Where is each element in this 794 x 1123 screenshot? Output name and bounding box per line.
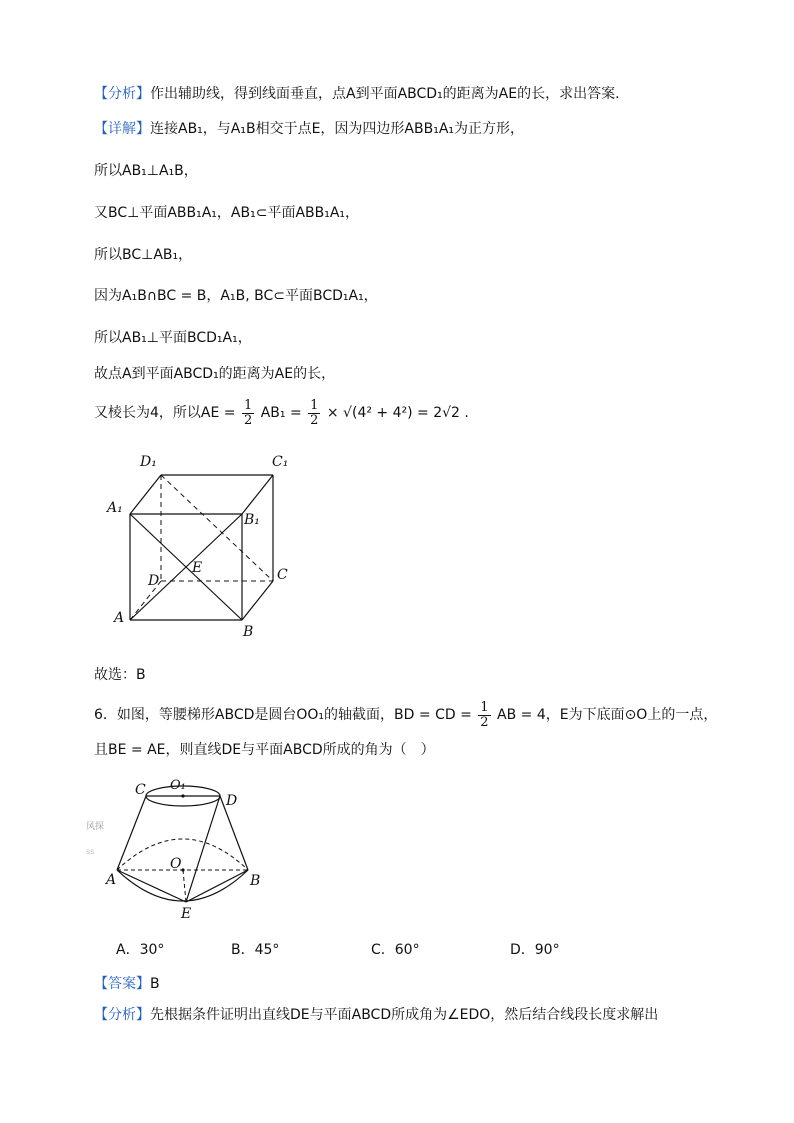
frac-num: 1 xyxy=(310,397,319,413)
step-line: 所以AB₁⊥A₁B， xyxy=(94,163,198,179)
frac-den: 2 xyxy=(480,714,489,730)
detail-text: 连接AB₁，与A₁B相交于点E，因为四边形ABB₁A₁为正方形， xyxy=(150,121,525,137)
final-mid: AB₁ = xyxy=(260,405,302,421)
option-d: D．90° xyxy=(510,942,560,958)
watermark-text: ss xyxy=(86,847,95,856)
detail-line xyxy=(94,119,524,139)
watermark-text: 风探 xyxy=(86,822,105,832)
option-b: B．45° xyxy=(231,942,280,958)
question-6-line1 xyxy=(94,700,717,730)
cube-figure xyxy=(100,450,310,640)
label-b1: B₁ xyxy=(244,512,260,528)
analysis-line xyxy=(94,84,620,104)
answer-tag: 【答案】 xyxy=(94,976,150,992)
question-6-suffix: AB = 4，E为下底面⊙O上的一点， xyxy=(497,707,718,723)
detail-tag: 【详解】 xyxy=(94,121,150,137)
label-a: A xyxy=(114,610,125,626)
label-a: A xyxy=(106,872,117,888)
step-line: 因为A₁B∩BC = B，A₁B, BC⊂平面BCD₁A₁， xyxy=(94,288,378,304)
label-o1: O₁ xyxy=(170,778,186,793)
label-e: E xyxy=(192,560,203,576)
frac-den: 2 xyxy=(243,412,253,428)
bottom-base-front-arc xyxy=(117,870,248,901)
label-c: C xyxy=(135,782,146,798)
option-c: C．60° xyxy=(371,942,420,958)
step-line: 所以BC⊥AB₁， xyxy=(94,247,193,263)
analysis-tag: 【分析】 xyxy=(94,86,150,102)
frac-num: 1 xyxy=(243,397,253,413)
label-b: B xyxy=(243,624,254,640)
edge-b1c1 xyxy=(242,475,273,514)
step-line: 所以AB₁⊥平面BCD₁A₁， xyxy=(94,330,252,346)
analysis2-text: 先根据条件证明出直线DE与平面ABCD所成角为∠EDO，然后结合线段长度求解出 xyxy=(150,1007,659,1023)
step-line: 故点A到平面ABCD₁的距离为AE的长， xyxy=(94,366,336,382)
answer-line xyxy=(94,974,160,994)
analysis-text: 作出辅助线，得到线面垂直，点A到平面ABCD₁的距离为AE的长，求出答案. xyxy=(150,86,620,102)
segment-oe xyxy=(183,870,186,902)
label-d: D xyxy=(226,793,238,809)
label-e: E xyxy=(181,906,192,922)
fraction-half xyxy=(478,701,490,730)
final-prefix: 又棱长为4，所以AE = xyxy=(94,405,236,421)
hidden-diagonal-d1c xyxy=(161,475,273,581)
answer-choice-line: 故选：B xyxy=(94,667,146,683)
label-b: B xyxy=(250,873,261,889)
frustum-figure xyxy=(88,772,288,922)
fraction-half xyxy=(308,399,320,428)
final-step-line xyxy=(94,398,469,428)
generator-ca xyxy=(117,796,146,870)
edge-a1d1 xyxy=(130,475,161,514)
question-6-line2: 且BE = AE，则直线DE与平面ABCD所成的角为（ ） xyxy=(94,742,435,758)
option-a: A．30° xyxy=(116,942,165,958)
label-d1: D₁ xyxy=(140,454,157,470)
center-o1 xyxy=(181,794,184,797)
answer-value: B xyxy=(150,976,160,992)
segment-de xyxy=(186,796,220,902)
analysis2-tag: 【分析】 xyxy=(94,1007,150,1023)
segment-ae xyxy=(117,870,186,902)
label-a1: A₁ xyxy=(107,500,123,516)
fraction-half xyxy=(242,399,254,428)
label-c: C xyxy=(277,567,288,583)
analysis2-line xyxy=(94,1005,658,1025)
frac-num: 1 xyxy=(480,699,489,715)
step-line: 又BC⊥平面ABB₁A₁，AB₁⊂平面ABB₁A₁， xyxy=(94,205,360,221)
label-c1: C₁ xyxy=(272,454,289,470)
question-6-prefix: 6．如图，等腰梯形ABCD是圆台OO₁的轴截面，BD = CD = xyxy=(94,707,472,723)
label-d: D xyxy=(148,573,160,589)
frac-den: 2 xyxy=(310,412,319,428)
center-o xyxy=(181,868,184,871)
final-tail: × √(4² + 4²) = 2√2 . xyxy=(326,405,469,421)
bottom-base-back-arc xyxy=(117,839,248,870)
label-o: O xyxy=(170,856,182,872)
edge-bc xyxy=(242,581,273,620)
